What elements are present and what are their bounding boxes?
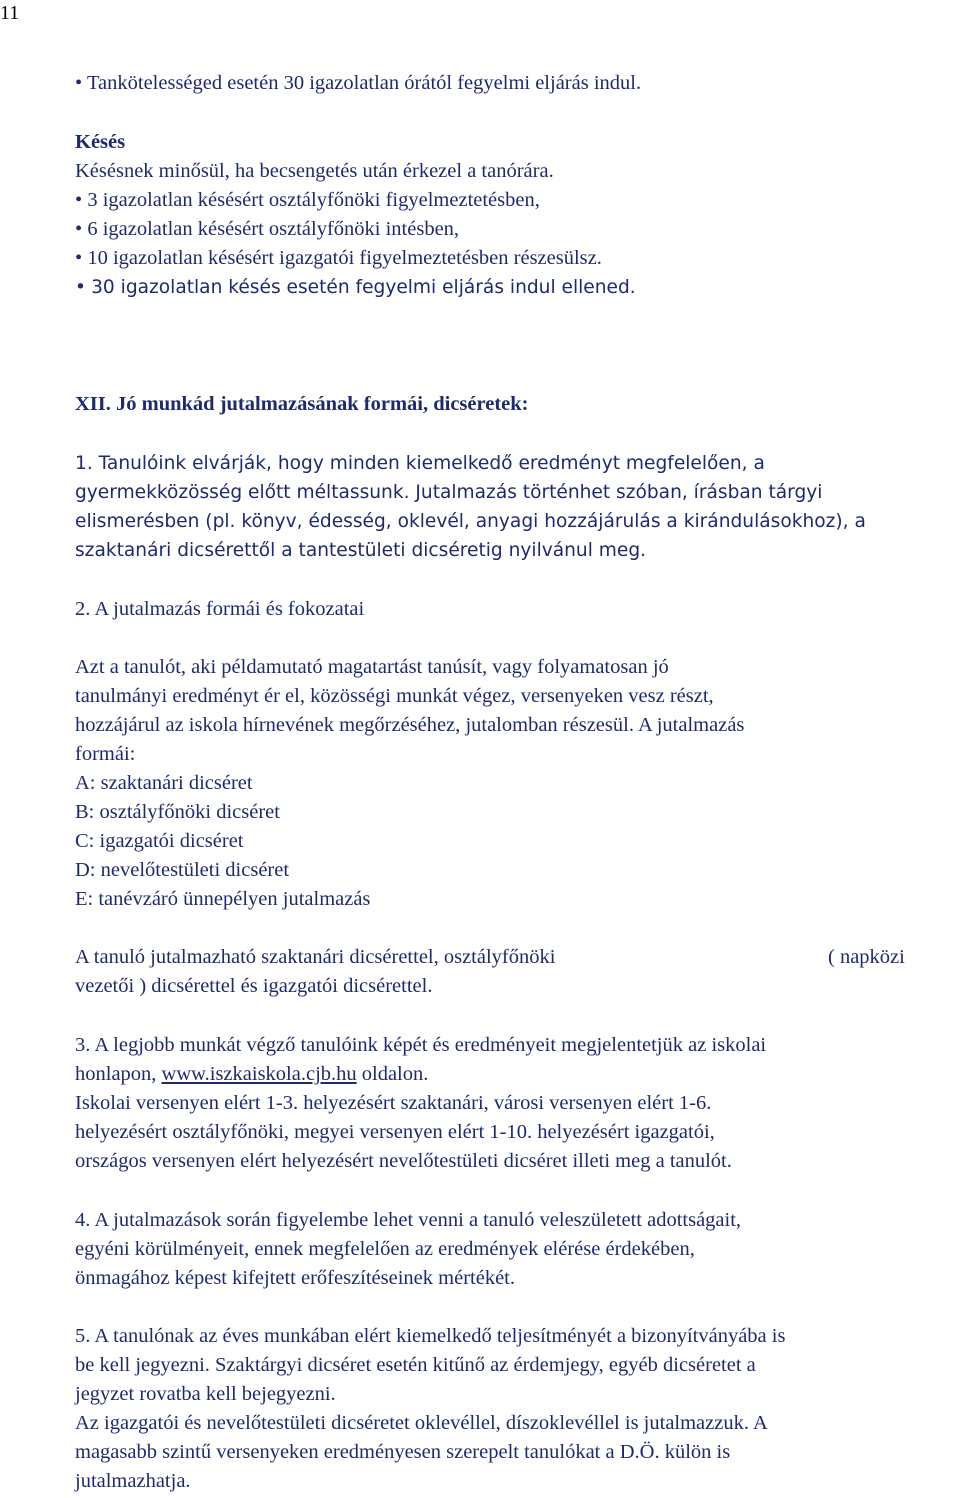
bullet-marker: • bbox=[75, 218, 83, 240]
para1-line: gyermekközösség előtt méltassunk. Jutalmazás történhet szóban, írásban tárgyi bbox=[75, 482, 823, 503]
bullet-marker: • bbox=[75, 189, 83, 211]
para3-line: Iskolai versenyen elért 1-3. helyezésért szaktanári, városi versenyen elért 1-6. bbox=[75, 1092, 712, 1114]
page-number: 11 bbox=[0, 2, 20, 24]
list-item bbox=[75, 186, 540, 215]
para2-line: Azt a tanulót, aki példamutató magatartást tanúsít, vagy folyamatosan jó bbox=[75, 656, 669, 678]
school-website-link[interactable]: www.iszkaiskola.cjb.hu bbox=[161, 1063, 357, 1085]
para3-suffix: oldalon. bbox=[361, 1063, 429, 1085]
para3-line bbox=[75, 1060, 428, 1089]
list-item-text: 6 igazolatlan késésért osztályfőnöki intésben, bbox=[87, 218, 460, 240]
para5-line: be kell jegyezni. Szaktárgyi dicséret esetén kitűnő az érdemjegy, egyéb dicséretet a bbox=[75, 1354, 756, 1376]
para2-line: tanulmányi eredményt ér el, közösségi munkát végez, versenyeken vesz részt, bbox=[75, 685, 714, 707]
award-form-b: B: osztályfőnöki dicséret bbox=[75, 801, 280, 823]
para3-line: 3. A legjobb munkát végző tanulóink képét és eredményeit megjelentetjük az iskolai bbox=[75, 1034, 767, 1056]
para4-line: önmagához képest kifejtett erőfeszítéseinek mértékét. bbox=[75, 1267, 515, 1289]
para2b-line1-right: ( napközi bbox=[828, 946, 905, 968]
para2-line: formái: bbox=[75, 743, 136, 765]
kesés-intro: Késésnek minősül, ha becsengetés után érkezel a tanórára. bbox=[75, 160, 554, 182]
para2-line: hozzájárul az iskola hírnevének megőrzéséhez, jutalomban részesül. A jutalmazás bbox=[75, 714, 745, 736]
list-item bbox=[75, 244, 602, 273]
list-item bbox=[75, 215, 459, 244]
section-heading: XII. Jó munkád jutalmazásának formái, dicséretek: bbox=[75, 393, 529, 415]
para2-heading: 2. A jutalmazás formái és fokozatai bbox=[75, 598, 365, 620]
para5-line: magasabb szintű versenyeken eredményesen szerepelt tanulókat a D.Ö. külön is bbox=[75, 1441, 731, 1463]
para5-line: jegyzet rovatba kell bejegyezni. bbox=[75, 1383, 336, 1405]
para4-line: egyéni körülményeit, ennek megfelelően az eredmények elérése érdekében, bbox=[75, 1238, 695, 1260]
bullet-marker: • bbox=[75, 277, 86, 298]
list-item-text: 10 igazolatlan késésért igazgatói figyelmeztetésben részesülsz. bbox=[87, 247, 602, 269]
bullet-text: Tankötelességed esetén 30 igazolatlan órától fegyelmi eljárás indul. bbox=[86, 72, 642, 94]
para1-line: elismerésben (pl. könyv, édesség, oklevél, anyagi hozzájárulás a kirándulásokhoz), a bbox=[75, 511, 866, 532]
para3-line: helyezésért osztályfőnöki, megyei versenyen elért 1-10. helyezésért igazgatói, bbox=[75, 1121, 715, 1143]
para5-line: jutalmazhatja. bbox=[75, 1470, 191, 1492]
award-form-c: C: igazgatói dicséret bbox=[75, 830, 244, 852]
bullet-marker: • bbox=[75, 247, 83, 269]
para3-line: országos versenyen elért helyezésért nevelőtestületi dicséret illeti meg a tanulót. bbox=[75, 1150, 732, 1172]
list-item-text: 3 igazolatlan késésért osztályfőnöki figyelmeztetésben, bbox=[87, 189, 540, 211]
award-form-e: E: tanévzáró ünnepélyen jutalmazás bbox=[75, 888, 371, 910]
para5-line: 5. A tanulónak az éves munkában elért kiemelkedő teljesítményét a bizonyítványába is bbox=[75, 1325, 786, 1347]
para3-prefix: honlapon, bbox=[75, 1063, 162, 1085]
para4-line: 4. A jutalmazások során figyelembe lehet venni a tanuló veleszületett adottságait, bbox=[75, 1209, 742, 1231]
para2b-line1-left: A tanuló jutalmazható szaktanári dicsérettel, osztályfőnöki bbox=[75, 946, 556, 968]
kesés-heading: Késés bbox=[75, 131, 126, 153]
para2b-line2: vezetői ) dicsérettel és igazgatói dicsérettel. bbox=[75, 975, 433, 997]
para1-line: 1. Tanulóink elvárják, hogy minden kiemelkedő eredményt megfelelően, a bbox=[75, 453, 765, 474]
award-form-d: D: nevelőtestületi dicséret bbox=[75, 859, 290, 881]
bullet-marker: • bbox=[75, 72, 83, 94]
para1-line: szaktanári dicsérettől a tantestületi dicséretig nyilvánul meg. bbox=[75, 540, 647, 561]
list-item-text: 30 igazolatlan késés esetén fegyelmi eljárás indul ellened. bbox=[91, 277, 636, 298]
award-form-a: A: szaktanári dicséret bbox=[75, 772, 253, 794]
bullet-item-tankotelesseg bbox=[75, 69, 641, 98]
para5-line: Az igazgatói és nevelőtestületi dicséretet oklevéllel, díszoklevéllel is jutalmazzuk. A bbox=[75, 1412, 768, 1434]
list-item bbox=[75, 273, 636, 302]
